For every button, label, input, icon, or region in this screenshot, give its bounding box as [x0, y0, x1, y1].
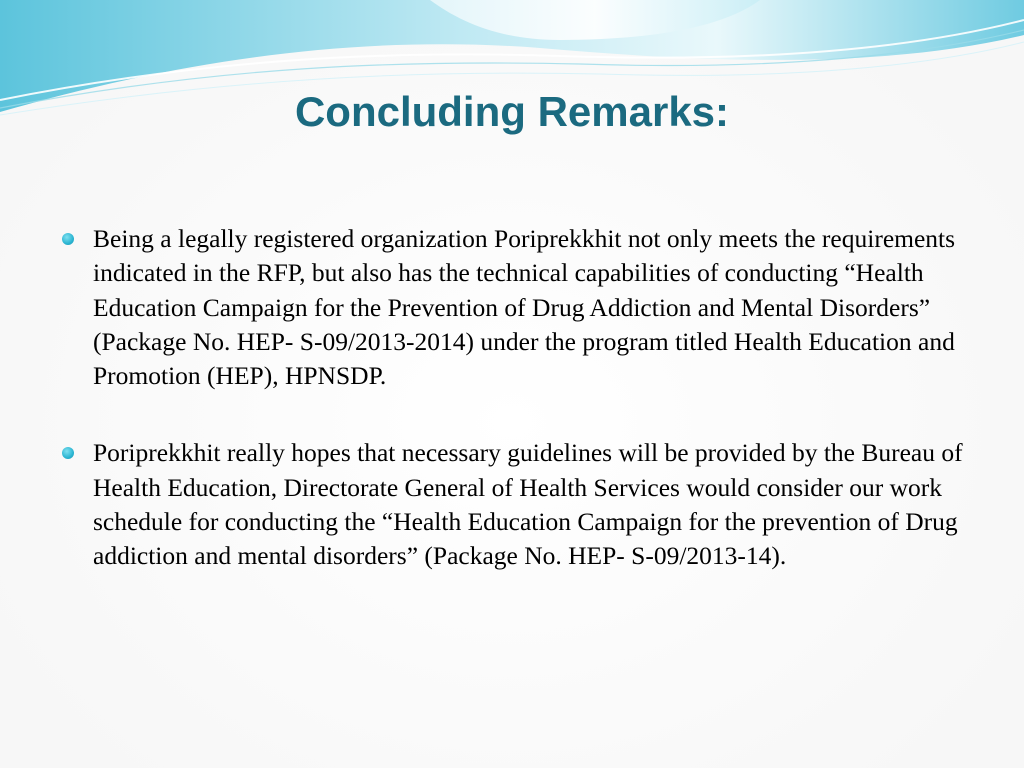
round-bullet-icon — [62, 447, 74, 459]
bullet-item-2 — [62, 436, 972, 573]
round-bullet-icon — [62, 233, 74, 245]
bullet-list — [62, 222, 972, 617]
bullet-item-1 — [62, 222, 972, 393]
slide-title: Concluding Remarks: — [294, 88, 730, 135]
bullet-text-1: Being a legally registered organization Poriprekkhit not only meets the requirements indicated in the RFP, but also has the technical capabilities of conducting “Health Education Campaign for the Prevention of Drug Addiction and Mental Disorders” (Package No. HEP- S-09/2013-2014) under the program titled Health Education and Promotion (HEP), HPNSDP. — [93, 224, 956, 391]
bullet-text-2: Poriprekkhit really hopes that necessary guidelines will be provided by the Bureau of Health Education, Directorate General of Health Services would consider our work schedule for conducting the “Health Education Campaign for the prevention of Drug addiction and mental disorders” (Package No. HEP- S-09/2013-14). — [93, 438, 963, 571]
